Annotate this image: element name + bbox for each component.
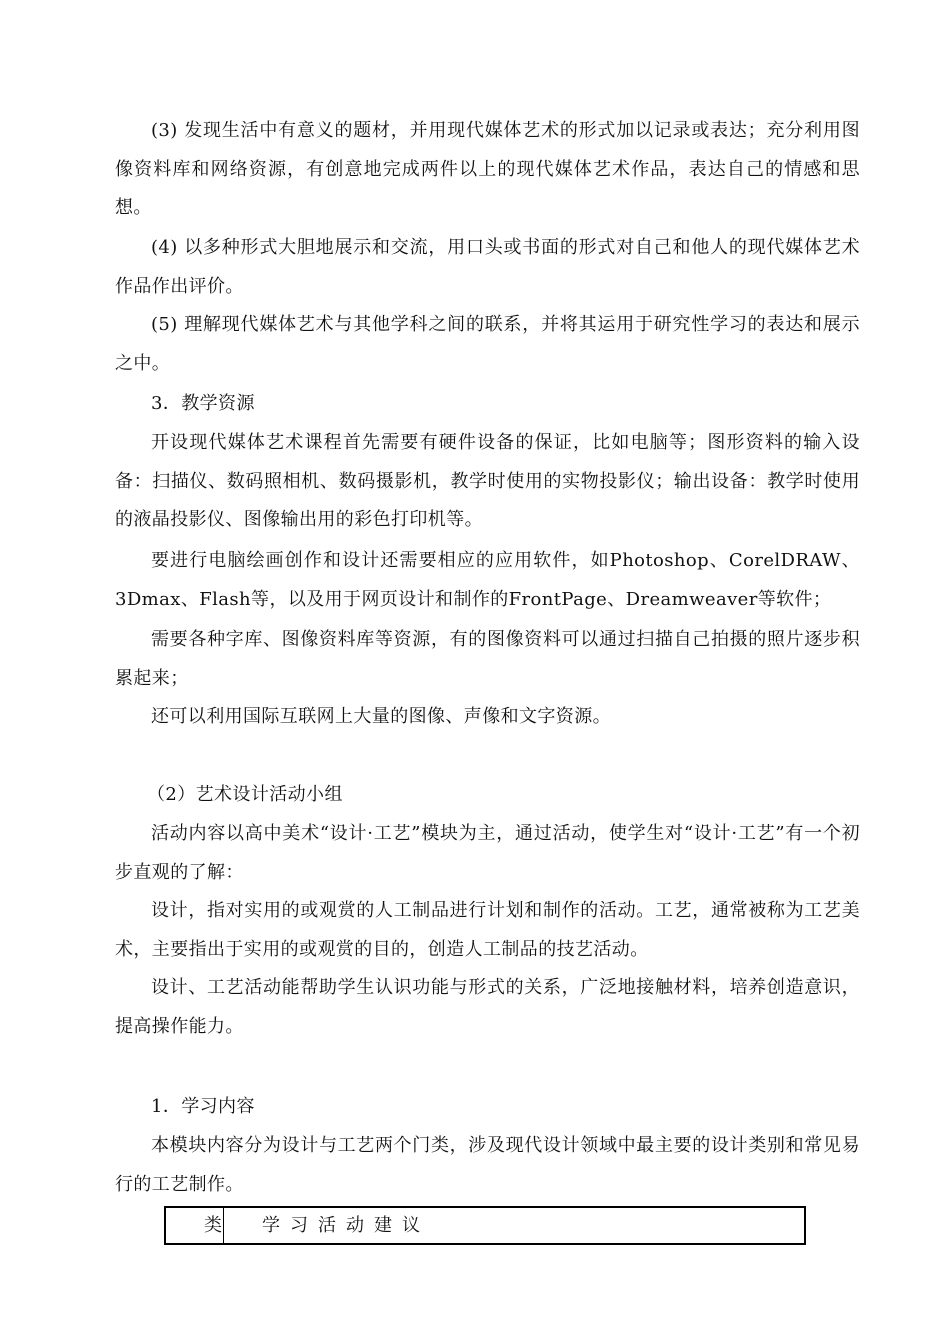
activity-table [164,1206,806,1245]
paragraph-design-definition: 设计，指对实用的或观赏的人工制品进行计划和制作的活动。工艺，通常被称为工艺美术，主要指出于实用的或观赏的目的，创造人工制品的技艺活动。 [115,900,860,960]
paragraph-software: 要进行电脑绘画创作和设计还需要相应的应用软件，如Photoshop、CorelDRAW、3Dmax、Flash等，以及用于网页设计和制作的FrontPage、Dreamweaver等软件； [115,550,860,610]
paragraph-hardware: 开设现代媒体艺术课程首先需要有硬件设备的保证，比如电脑等；图形资料的输入设备：扫描仪、数码照相机、数码摄影机，教学时使用的实物投影仪；输出设备：教学时使用的液晶投影仪、图像输出用的彩色打印机等。 [115,432,860,530]
paragraph-item-5: (5) 理解现代媒体艺术与其他学科之间的联系，并将其运用于研究性学习的表达和展示之中。 [115,314,860,374]
heading-art-design-group: （2）艺术设计活动小组 [147,784,343,805]
heading-teaching-resources: 3．教学资源 [151,393,255,414]
paragraph-fonts-library: 需要各种字库、图像资料库等资源，有的图像资料可以通过扫描自己拍摄的照片逐步积累起来； [115,629,860,689]
paragraph-module-content: 本模块内容分为设计与工艺两个门类，涉及现代设计领域中最主要的设计类别和常见易行的工艺制作。 [115,1135,860,1195]
table-header-suggestions: 学习活动建议 [262,1215,430,1236]
heading-learning-content: 1．学习内容 [151,1096,255,1117]
paragraph-activity-content: 活动内容以高中美术“设计·工艺”模块为主，通过活动，使学生对“设计·工艺”有一个初步直观的了解： [115,823,860,883]
paragraph-internet: 还可以利用国际互联网上大量的图像、声像和文字资源。 [151,706,611,727]
paragraph-item-4: (4) 以多种形式大胆地展示和交流，用口头或书面的形式对自己和他人的现代媒体艺术作品作出评价。 [115,237,860,297]
paragraph-design-benefits: 设计、工艺活动能帮助学生认识功能与形式的关系，广泛地接触材料，培养创造意识，提高操作能力。 [115,977,860,1037]
paragraph-item-3: (3) 发现生活中有意义的题材，并用现代媒体艺术的形式加以记录或表达；充分利用图像资料库和网络资源，有创意地完成两件以上的现代媒体艺术作品，表达自己的情感和思想。 [115,120,860,218]
table-header-type: 类 [166,1208,224,1243]
